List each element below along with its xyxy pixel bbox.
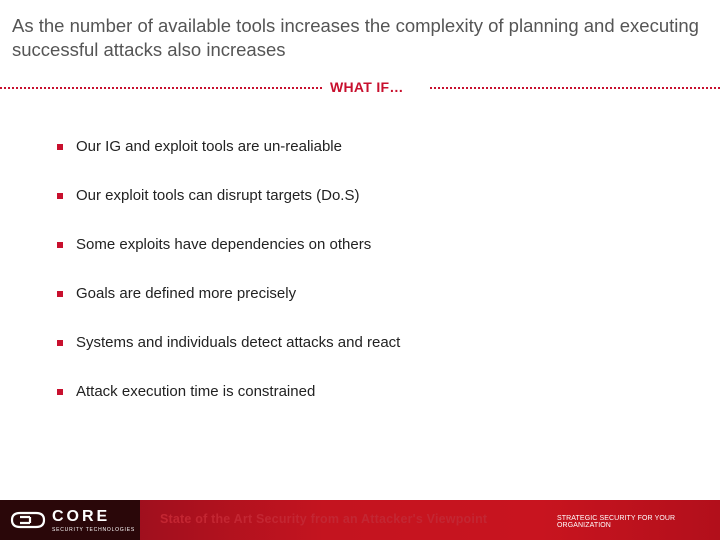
divider-line-right [430,87,720,89]
divider-line-left [0,87,322,89]
slide-footer [0,500,720,540]
bullet-marker [57,340,63,346]
bullet-marker [57,144,63,150]
section-label: WHAT IF… [330,79,404,95]
bullet-marker [57,193,63,199]
bullet-item [0,332,720,356]
bullet-item [0,185,720,209]
core-logo-icon [8,511,48,529]
bullet-text: Our exploit tools can disrupt targets (Do.S) [76,187,360,204]
bullet-marker [57,389,63,395]
bullet-item [0,136,720,160]
logo-subtitle: SECURITY TECHNOLOGIES [52,527,136,533]
section-divider [0,79,720,97]
slide-title: As the number of available tools increases the complexity of planning and executing successful attacks also increases [12,15,699,60]
core-logo [0,500,140,540]
footer-center-text: State of the Art Security from an Attacker's Viewpoint [160,512,488,526]
bullet-text: Some exploits have dependencies on others [76,236,372,253]
bullet-item [0,381,720,405]
bullet-item [0,234,720,258]
bullet-text: Systems and individuals detect attacks and react [76,334,401,351]
bullet-marker [57,242,63,248]
bullet-item [0,283,720,307]
bullet-text: Attack execution time is constrained [76,383,316,400]
bullet-text: Our IG and exploit tools are un-realiable [76,138,342,155]
logo-wordmark: CORE [52,508,111,525]
bullet-text: Goals are defined more precisely [76,285,297,302]
bullet-marker [57,291,63,297]
footer-tagline: STRATEGIC SECURITY FOR YOUR ORGANIZATION [557,515,676,529]
